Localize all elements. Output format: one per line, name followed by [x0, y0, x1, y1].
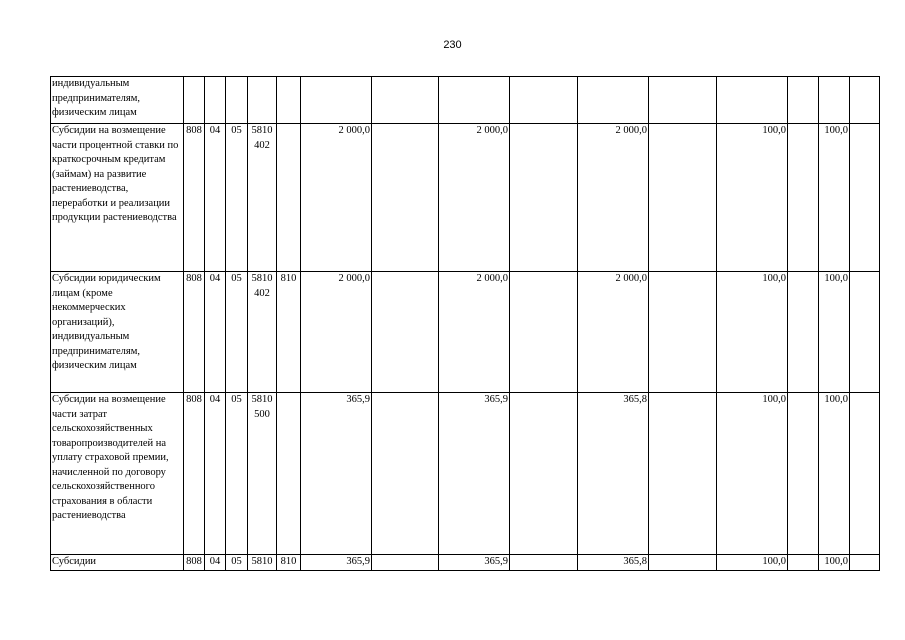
row-name: индивидуальным предпринимателям, физическим лицам	[51, 77, 184, 124]
cell-empty	[372, 124, 439, 272]
cell-percent-plan: 100,0	[819, 555, 850, 571]
cell-empty	[850, 393, 880, 555]
cell-pr: 05	[226, 393, 248, 555]
cell-pr	[226, 77, 248, 124]
cell-executed: 2 000,0	[578, 272, 649, 393]
cell-plan: 365,9	[301, 555, 372, 571]
cell-percent-adjusted: 100,0	[717, 124, 788, 272]
cell-empty	[788, 555, 819, 571]
row-name: Субсидии	[51, 555, 184, 571]
cell-rz: 04	[205, 272, 226, 393]
cell-empty	[372, 272, 439, 393]
cell-gr: 808	[184, 555, 205, 571]
cell-rz	[205, 77, 226, 124]
cell-percent-plan: 100,0	[819, 124, 850, 272]
cell-vr	[277, 77, 301, 124]
cell-pr: 05	[226, 272, 248, 393]
cell-csr	[248, 77, 277, 124]
cell-percent-adjusted: 100,0	[717, 393, 788, 555]
cell-adjusted: 365,9	[439, 555, 510, 571]
cell-executed	[578, 77, 649, 124]
cell-adjusted	[439, 77, 510, 124]
cell-adjusted: 2 000,0	[439, 272, 510, 393]
cell-gr: 808	[184, 272, 205, 393]
cell-percent-plan	[819, 77, 850, 124]
cell-empty	[850, 272, 880, 393]
cell-percent-plan: 100,0	[819, 272, 850, 393]
cell-empty	[649, 555, 717, 571]
cell-plan: 365,9	[301, 393, 372, 555]
cell-empty	[788, 272, 819, 393]
cell-empty	[788, 77, 819, 124]
cell-gr	[184, 77, 205, 124]
cell-rz: 04	[205, 393, 226, 555]
cell-empty	[372, 555, 439, 571]
cell-executed: 2 000,0	[578, 124, 649, 272]
cell-vr	[277, 393, 301, 555]
cell-pr: 05	[226, 124, 248, 272]
row-name: Субсидии на возмещение части затрат сельскохозяйственных товаропроизводителей на уплату страховой премии, начисленной по договору сельскохозяйственного страхования в области растениеводства	[51, 393, 184, 555]
table-row	[51, 393, 880, 555]
cell-percent-adjusted: 100,0	[717, 555, 788, 571]
cell-empty	[510, 77, 578, 124]
cell-rz: 04	[205, 555, 226, 571]
cell-empty	[788, 393, 819, 555]
cell-empty	[510, 272, 578, 393]
page-number: 230	[443, 39, 462, 51]
cell-empty	[649, 272, 717, 393]
cell-vr	[277, 124, 301, 272]
cell-executed: 365,8	[578, 555, 649, 571]
cell-vr: 810	[277, 555, 301, 571]
table-row	[51, 272, 880, 393]
cell-csr: 5810 500	[248, 393, 277, 555]
cell-adjusted: 365,9	[439, 393, 510, 555]
cell-empty	[510, 393, 578, 555]
cell-gr: 808	[184, 393, 205, 555]
cell-empty	[850, 124, 880, 272]
cell-percent-adjusted: 100,0	[717, 272, 788, 393]
cell-rz: 04	[205, 124, 226, 272]
cell-plan: 2 000,0	[301, 124, 372, 272]
row-name: Субсидии юридическим лицам (кроме некоммерческих организаций), индивидуальным предпринимателям, физическим лицам	[51, 272, 184, 393]
cell-csr: 5810	[248, 555, 277, 571]
cell-empty	[788, 124, 819, 272]
cell-percent-plan: 100,0	[819, 393, 850, 555]
cell-empty	[649, 124, 717, 272]
cell-pr: 05	[226, 555, 248, 571]
cell-empty	[510, 555, 578, 571]
cell-empty	[850, 555, 880, 571]
budget-table	[50, 76, 880, 571]
table-row	[51, 555, 880, 571]
cell-plan: 2 000,0	[301, 272, 372, 393]
cell-empty	[649, 393, 717, 555]
row-name: Субсидии на возмещение части процентной ставки по краткосрочным кредитам (займам) на развитие растениеводства, переработки и реализации продукции растениеводства	[51, 124, 184, 272]
cell-csr: 5810 402	[248, 124, 277, 272]
cell-percent-adjusted	[717, 77, 788, 124]
cell-adjusted: 2 000,0	[439, 124, 510, 272]
cell-empty	[850, 77, 880, 124]
cell-csr: 5810 402	[248, 272, 277, 393]
cell-gr: 808	[184, 124, 205, 272]
cell-empty	[510, 124, 578, 272]
cell-plan	[301, 77, 372, 124]
table-row	[51, 124, 880, 272]
cell-vr: 810	[277, 272, 301, 393]
table-row	[51, 77, 880, 124]
cell-executed: 365,8	[578, 393, 649, 555]
cell-empty	[372, 77, 439, 124]
cell-empty	[372, 393, 439, 555]
cell-empty	[649, 77, 717, 124]
